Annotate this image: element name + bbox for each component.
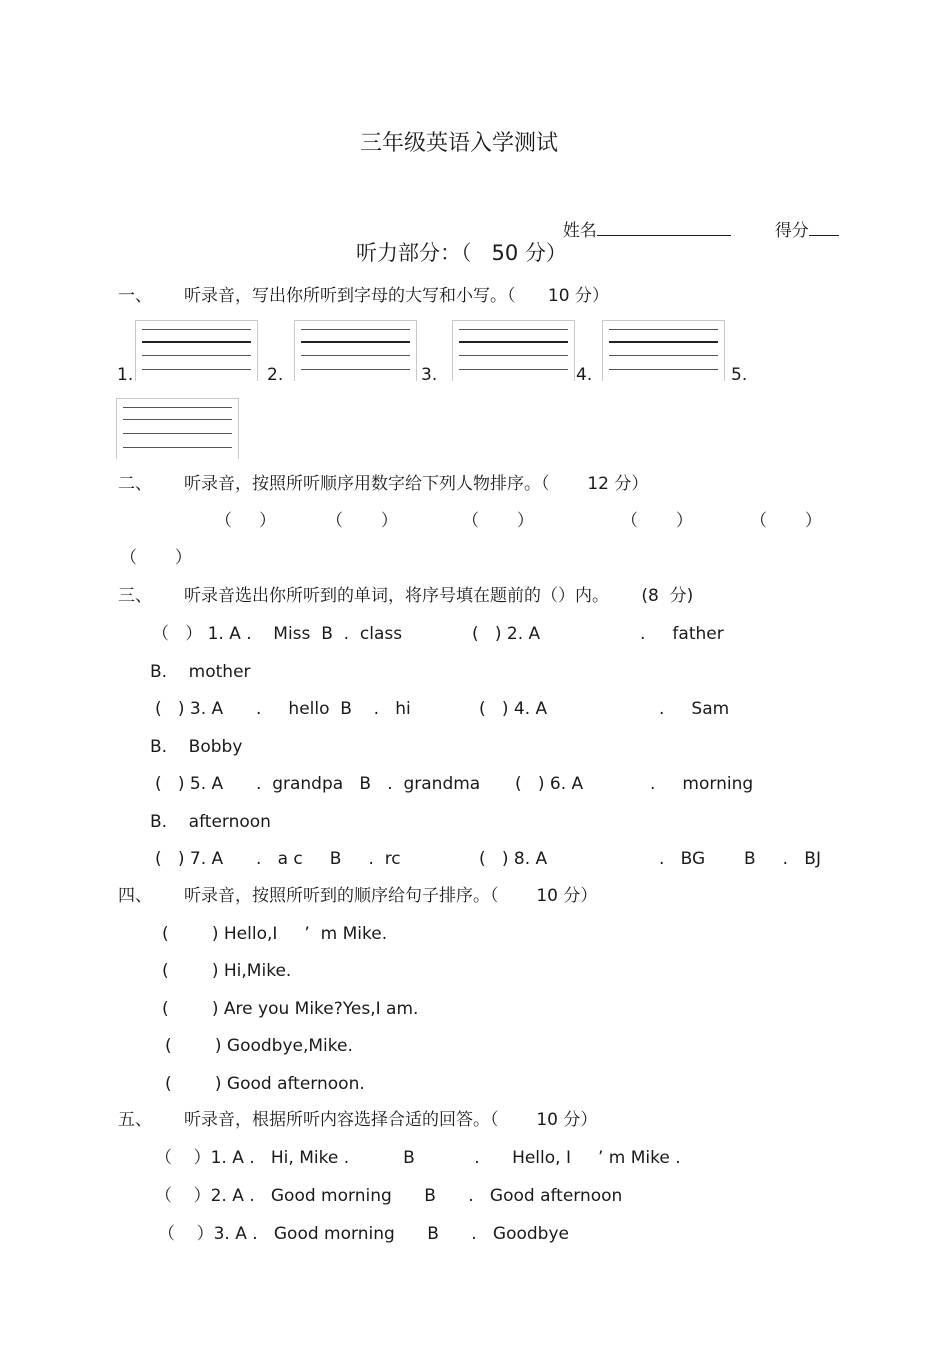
writing-lines-1	[135, 320, 258, 381]
order-bracket-6: （ ）	[120, 548, 192, 568]
letter-label-3: 3.	[421, 365, 438, 385]
q3-item-6-a: . morning	[650, 774, 754, 794]
order-bracket-4: （ ）	[621, 511, 693, 531]
section4-instruction: 听录音，按照所听到的顺序给句子排序。（ 10 分）	[184, 886, 598, 906]
sentence-item-2: ( ) Hi,Mike.	[162, 961, 292, 981]
order-bracket-5: （ ）	[750, 511, 822, 531]
q3-item-7: ( ) 7. A	[155, 849, 224, 869]
q3-item-2-b: B. mother	[150, 662, 251, 682]
name-label: 姓名	[562, 221, 597, 241]
section5-instruction: 听录音，根据所听内容选择合适的回答。（ 10 分）	[184, 1110, 598, 1130]
sentence-item-3: ( ) Are you Mike?Yes,I am.	[162, 999, 419, 1019]
q3-item-4-a: . Sam	[659, 699, 730, 719]
response-item-2: （ ）2. A . Good morning B . Good afternoon	[155, 1186, 623, 1206]
order-bracket-2: （ ）	[326, 511, 398, 531]
letter-label-4: 4.	[576, 365, 593, 385]
q3-item-6: ( ) 6. A	[515, 774, 584, 794]
q3-item-8: ( ) 8. A	[479, 849, 548, 869]
q3-item-8-a: . BG	[659, 849, 706, 869]
writing-lines-3	[452, 320, 575, 381]
section2-number: 二、	[118, 474, 152, 494]
q3-item-7-options: . a c B . rc	[256, 849, 401, 869]
letter-label-1: 1.	[117, 365, 134, 385]
q3-item-8-b: B . BJ	[744, 849, 821, 869]
q3-item-5: ( ) 5. A	[155, 774, 224, 794]
q3-item-2-a: . father	[640, 624, 724, 644]
score-label: 得分	[774, 221, 809, 241]
name-blank	[597, 217, 731, 236]
writing-lines-5	[116, 398, 239, 459]
sentence-item-5: ( ) Good afternoon.	[165, 1074, 365, 1094]
section5-number: 五、	[118, 1110, 152, 1130]
score-blank	[809, 217, 839, 236]
section3-instruction: 听录音选出你所听到的单词，将序号填在题前的（）内。 (8 分)	[184, 586, 694, 606]
sentence-item-1: ( ) Hello,I ’ m Mike.	[162, 924, 388, 944]
page-title: 三年级英语入学测试	[360, 131, 559, 156]
letter-label-5: 5.	[731, 365, 748, 385]
section1-number: 一、	[118, 286, 152, 306]
q3-item-4: ( ) 4. A	[479, 699, 548, 719]
q3-item-6-b: B. afternoon	[150, 812, 271, 832]
q3-item-3-options: . hello B . hi	[256, 699, 411, 719]
q3-item-2: ( ) 2. A	[472, 624, 541, 644]
section2-instruction: 听录音，按照所听顺序用数字给下列人物排序。（ 12 分）	[184, 474, 649, 494]
writing-lines-2	[294, 320, 417, 381]
order-bracket-1: （ ）	[215, 511, 277, 531]
response-item-3: （ ）3. A . Good morning B . Goodbye	[158, 1224, 569, 1244]
q3-item-5-options: . grandpa B . grandma	[256, 774, 481, 794]
order-bracket-3: （ ）	[462, 511, 534, 531]
response-item-1: （ ）1. A . Hi, Mike . B . Hello, I ’ m Mike .	[155, 1148, 681, 1168]
section4-number: 四、	[118, 886, 152, 906]
letter-label-2: 2.	[267, 365, 284, 385]
section3-number: 三、	[118, 586, 152, 606]
listening-heading: 听力部分：（ 50 分）	[356, 241, 567, 265]
writing-lines-4	[602, 320, 725, 381]
section1-instruction: 听录音，写出你所听到字母的大写和小写。（ 10 分）	[184, 286, 609, 306]
q3-item-4-b: B. Bobby	[150, 737, 243, 757]
q3-item-1: （ ） 1. A . Miss B . class	[152, 624, 403, 644]
score-field	[764, 200, 839, 240]
q3-item-3: ( ) 3. A	[155, 699, 224, 719]
sentence-item-4: ( ) Goodbye,Mike.	[165, 1036, 353, 1056]
name-field	[552, 200, 731, 240]
